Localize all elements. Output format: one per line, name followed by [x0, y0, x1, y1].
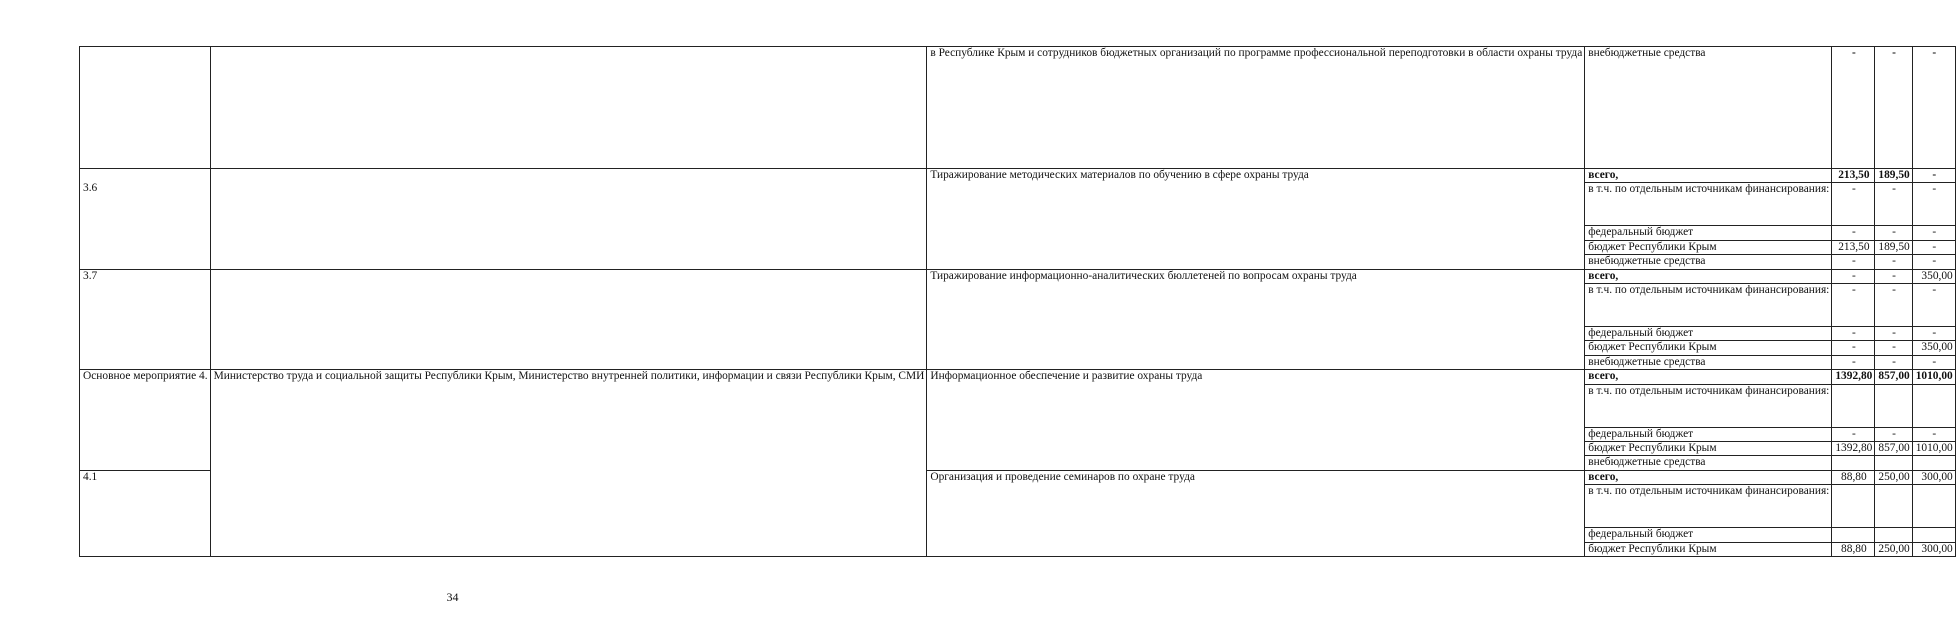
value-cell: -: [1875, 226, 1912, 240]
source-cell: федеральный бюджет: [1585, 327, 1832, 341]
value-cell: [1875, 528, 1912, 542]
executor-cell: [210, 269, 927, 370]
value-cell: -: [1832, 47, 1875, 169]
source-cell: всего,: [1585, 169, 1832, 183]
value-cell: -: [1832, 255, 1875, 269]
source-cell: бюджет Республики Крым: [1585, 240, 1832, 254]
value-cell: -: [1912, 183, 1955, 226]
value-cell: [1912, 384, 1955, 427]
value-cell: -: [1875, 269, 1912, 283]
value-cell: 189,50: [1875, 240, 1912, 254]
value-cell: [1912, 485, 1955, 528]
executor-cell: [210, 169, 927, 270]
value-cell: -: [1875, 327, 1912, 341]
value-cell: [1875, 384, 1912, 427]
value-cell: -: [1912, 284, 1955, 327]
source-cell: всего,: [1585, 470, 1832, 484]
page-number: 34: [446, 590, 459, 604]
value-cell: -: [1832, 327, 1875, 341]
value-cell: 857,00: [1875, 442, 1912, 456]
value-cell: -: [1912, 355, 1955, 369]
value-cell: 88,80: [1832, 470, 1875, 484]
value-cell: [1875, 485, 1912, 528]
activity-name-cell: Тиражирование информационно-аналитических бюллетеней по вопросам охраны труда: [927, 269, 1585, 370]
value-cell: -: [1832, 341, 1875, 355]
value-cell: -: [1832, 183, 1875, 226]
source-cell: бюджет Республики Крым: [1585, 542, 1832, 556]
value-cell: -: [1875, 255, 1912, 269]
activity-name-cell: в Республике Крым и сотрудников бюджетных организаций по программе профессиональной переподготовки в области охраны труда: [927, 47, 1585, 169]
budget-table: [79, 46, 1956, 557]
value-cell: -: [1832, 269, 1875, 283]
source-cell: федеральный бюджет: [1585, 528, 1832, 542]
value-cell: 350,00: [1912, 269, 1955, 283]
value-cell: -: [1912, 427, 1955, 441]
value-cell: -: [1912, 47, 1955, 169]
value-cell: -: [1875, 427, 1912, 441]
source-cell: всего,: [1585, 269, 1832, 283]
value-cell: [1912, 528, 1955, 542]
value-cell: -: [1832, 226, 1875, 240]
value-cell: -: [1875, 183, 1912, 226]
source-cell: федеральный бюджет: [1585, 226, 1832, 240]
number-cell: 3.7: [80, 269, 211, 370]
value-cell: 350,00: [1912, 341, 1955, 355]
value-cell: [1832, 456, 1875, 470]
value-cell: 213,50: [1832, 240, 1875, 254]
value-cell: [1832, 485, 1875, 528]
value-cell: 1392,80: [1832, 370, 1875, 384]
value-cell: -: [1912, 169, 1955, 183]
source-cell: внебюджетные средства: [1585, 47, 1832, 169]
source-cell: всего,: [1585, 370, 1832, 384]
value-cell: 1010,00: [1912, 370, 1955, 384]
table-row: [80, 47, 1956, 169]
source-cell: внебюджетные средства: [1585, 255, 1832, 269]
value-cell: -: [1875, 355, 1912, 369]
value-cell: 1392,80: [1832, 442, 1875, 456]
value-cell: 189,50: [1875, 169, 1912, 183]
value-cell: -: [1875, 47, 1912, 169]
value-cell: [1832, 384, 1875, 427]
source-cell: внебюджетные средства: [1585, 355, 1832, 369]
value-cell: -: [1875, 284, 1912, 327]
table-row: [80, 269, 1956, 283]
value-cell: 250,00: [1875, 542, 1912, 556]
executor-cell: [210, 47, 927, 169]
value-cell: 213,50: [1832, 169, 1875, 183]
value-cell: -: [1912, 327, 1955, 341]
value-cell: [1832, 528, 1875, 542]
value-cell: 1010,00: [1912, 442, 1955, 456]
source-cell: внебюджетные средства: [1585, 456, 1832, 470]
value-cell: 250,00: [1875, 470, 1912, 484]
table-row: [80, 169, 1956, 183]
activity-name-cell: Тиражирование методических материалов по обучению в сфере охраны труда: [927, 169, 1585, 270]
value-cell: [1875, 456, 1912, 470]
value-cell: -: [1832, 427, 1875, 441]
value-cell: 857,00: [1875, 370, 1912, 384]
value-cell: -: [1875, 341, 1912, 355]
source-cell: бюджет Республики Крым: [1585, 341, 1832, 355]
value-cell: -: [1912, 255, 1955, 269]
source-cell: бюджет Республики Крым: [1585, 442, 1832, 456]
source-cell: в т.ч. по отдельным источникам финансирования:: [1585, 183, 1832, 226]
value-cell: 88,80: [1832, 542, 1875, 556]
activity-name-cell: Организация и проведение семинаров по охране труда: [927, 470, 1585, 556]
value-cell: -: [1832, 355, 1875, 369]
activity-name-cell: Информационное обеспечение и развитие охраны труда: [927, 370, 1585, 471]
table-row: [80, 370, 1956, 384]
source-cell: в т.ч. по отдельным источникам финансирования:: [1585, 284, 1832, 327]
value-cell: 300,00: [1912, 542, 1955, 556]
number-cell: Основное мероприятие 4.: [80, 370, 211, 471]
number-cell: 3.6: [80, 169, 211, 270]
number-cell: [80, 47, 211, 169]
source-cell: федеральный бюджет: [1585, 427, 1832, 441]
value-cell: -: [1912, 240, 1955, 254]
value-cell: -: [1832, 284, 1875, 327]
source-cell: в т.ч. по отдельным источникам финансирования:: [1585, 384, 1832, 427]
value-cell: [1912, 456, 1955, 470]
source-cell: в т.ч. по отдельным источникам финансирования:: [1585, 485, 1832, 528]
executor-cell: Министерство труда и социальной защиты Республики Крым, Министерство внутренней политики, информации и связи Республики Крым, СМИ: [210, 370, 927, 557]
number-cell: 4.1: [80, 470, 211, 556]
value-cell: -: [1912, 226, 1955, 240]
value-cell: 300,00: [1912, 470, 1955, 484]
